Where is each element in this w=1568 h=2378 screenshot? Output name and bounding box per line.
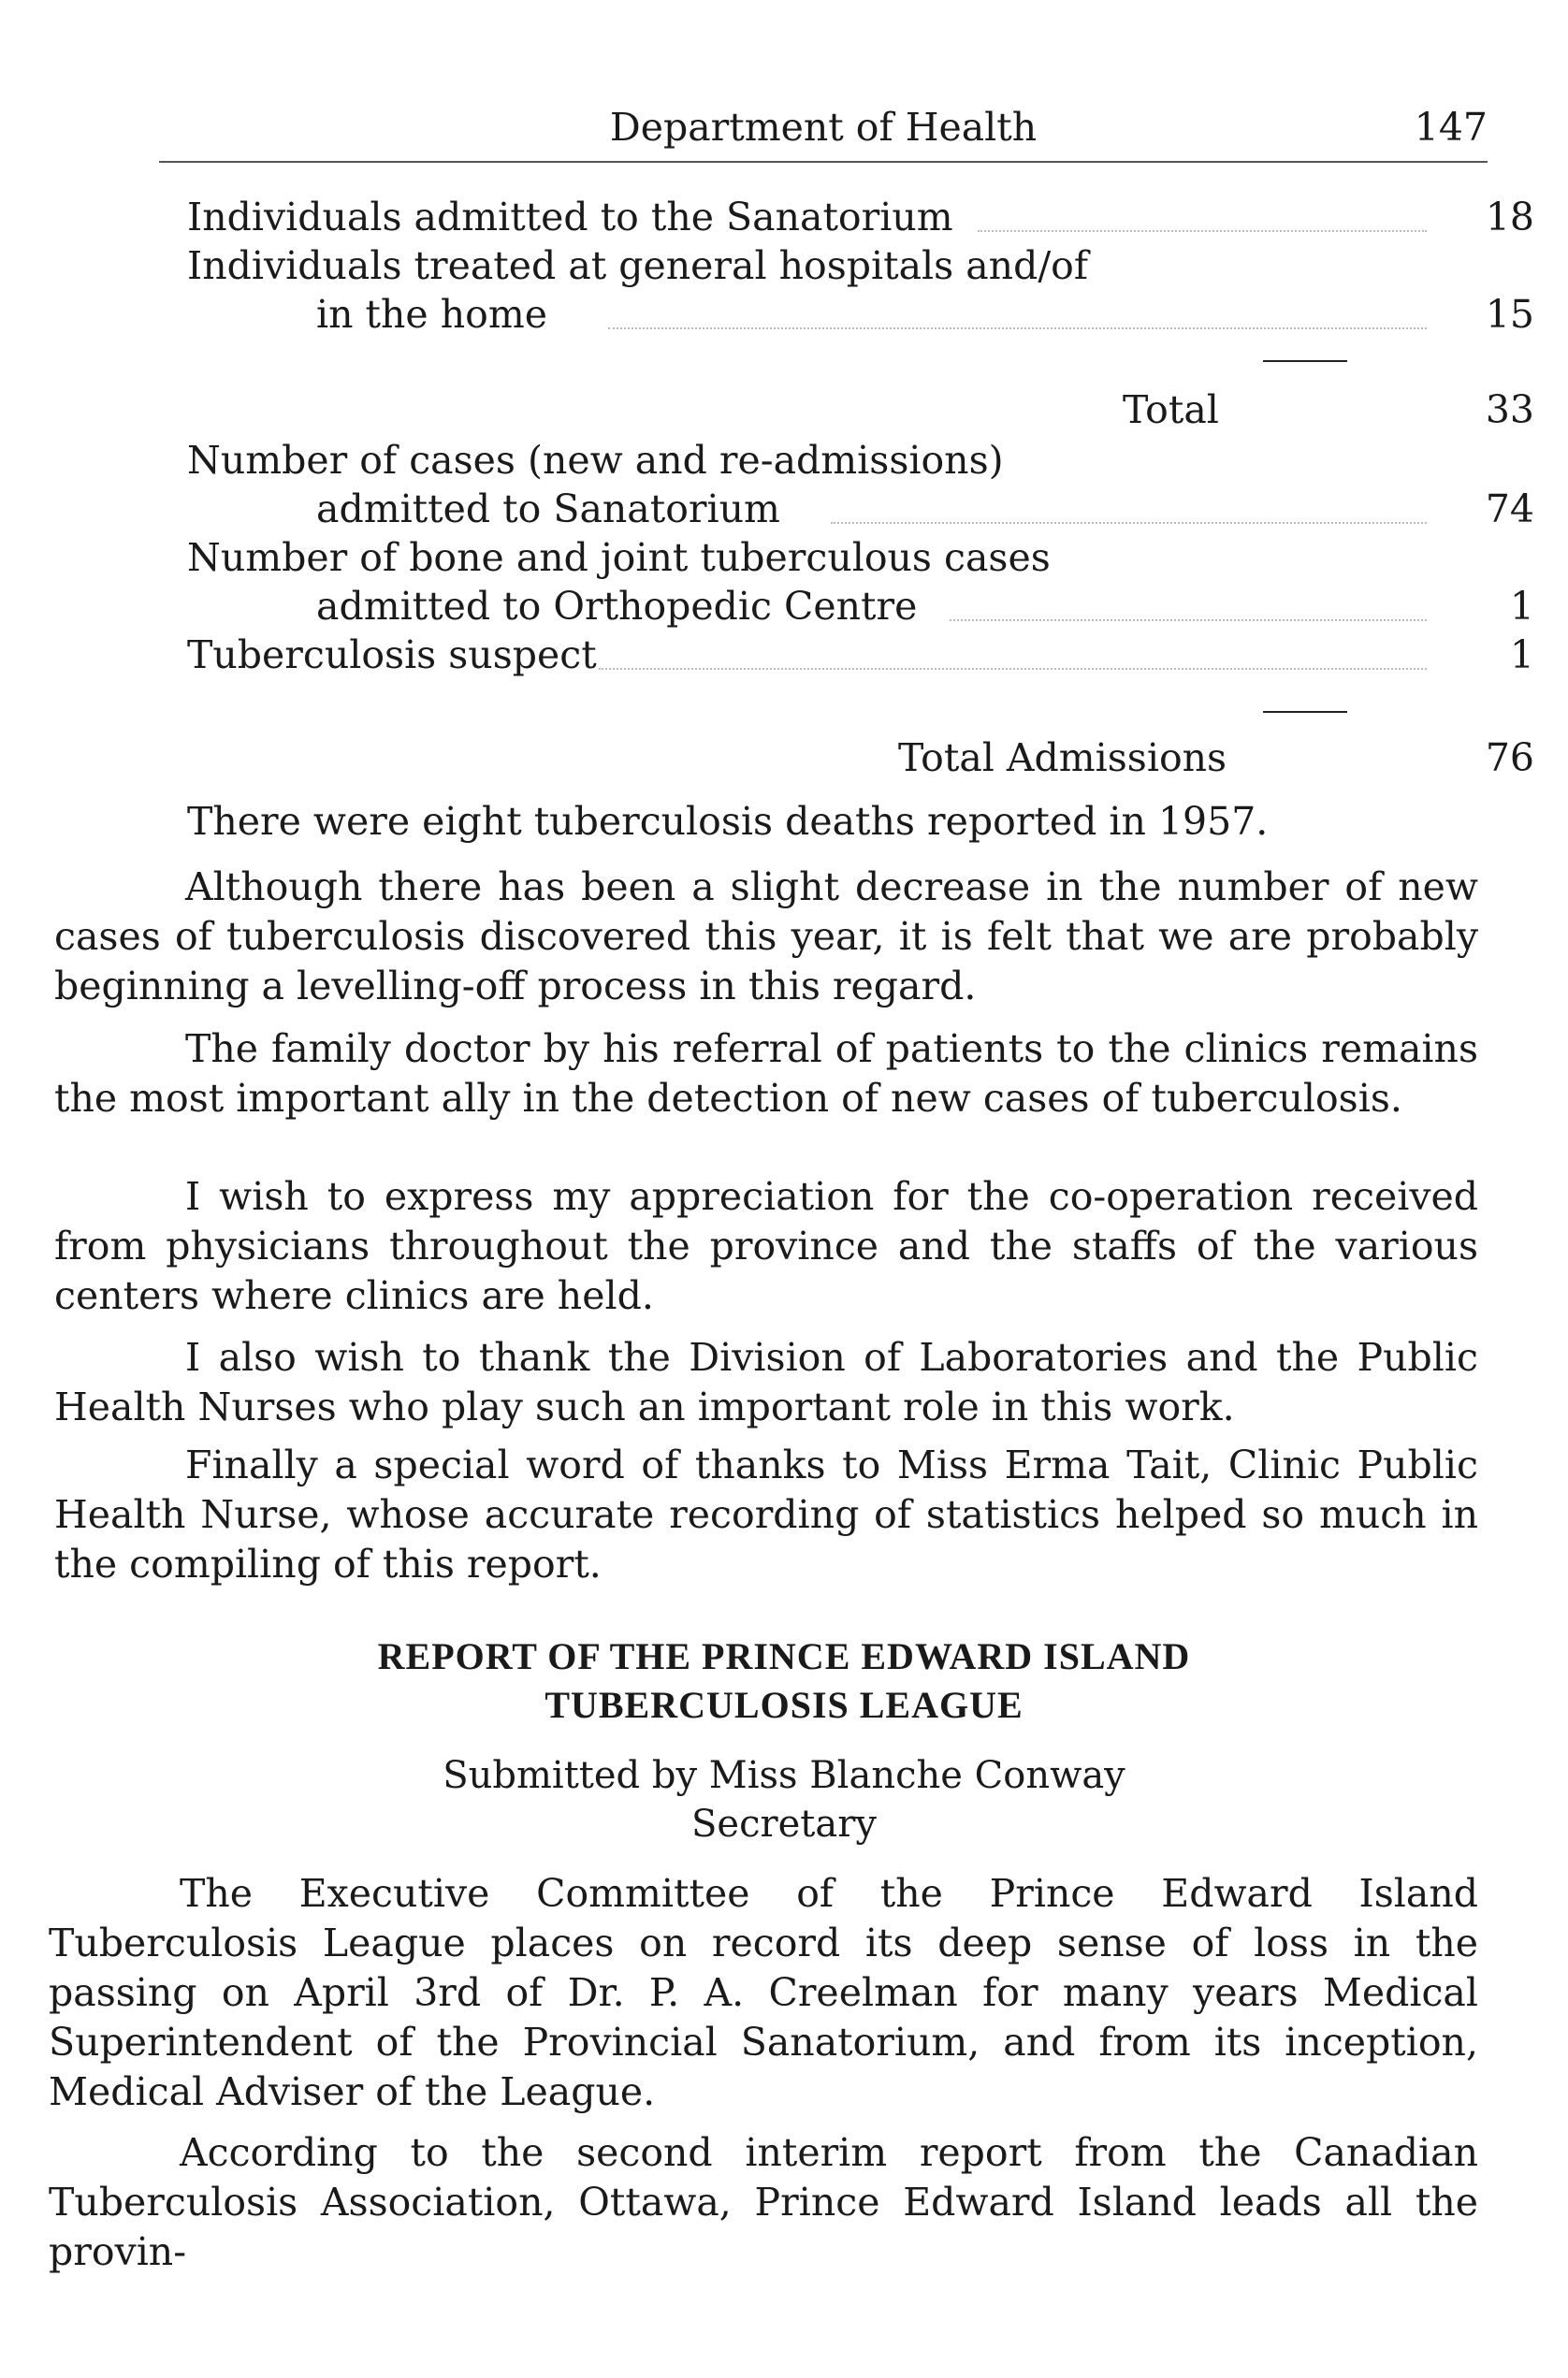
leader-dots [608,327,1427,329]
total-admissions-value: 76 [1485,735,1534,780]
submitter-role: Secretary [691,1803,877,1846]
deaths-text: There were eight tuberculosis deaths reported in 1957. [187,799,1269,844]
leader-dots [978,230,1427,232]
body-paragraph [54,1441,1478,1589]
body-paragraph [54,1172,1478,1321]
paragraph-text: I also wish to thank the Division of Laboratories and the Public Health Nurses who play such an important role in this work. [54,1335,1478,1429]
paragraph-text: According to the second interim report from the Canadian Tuberculosis Association, Ottawa, Prince Edward Island leads all the provin- [49,2130,1478,2274]
page-number: 147 [1414,105,1488,150]
sum-rule [1263,360,1347,362]
paragraph-text: Finally a special word of thanks to Miss Erma Tait, Clinic Public Health Nurse, whose accurate recording of statistics helped so much in the compiling of this report. [54,1443,1478,1587]
report-heading-line-1: REPORT OF THE PRINCE EDWARD ISLAND [377,1635,1191,1677]
body-paragraph [54,863,1478,1011]
leader-dots [831,522,1427,524]
body-paragraph [54,1024,1478,1124]
stat-label: Tuberculosis suspect [187,632,597,677]
stat-label: Number of cases (new and re-admissions) [187,438,1004,483]
total-label: Total [1123,387,1219,432]
stat-label: admitted to Sanatorium [316,486,780,531]
paragraph-text: The Executive Committee of the Prince Edward Island Tuberculosis League places on record its deep sense of loss in the passing on April 3rd of Dr. P. A. Creelman for many years Medical Superintendent of the Provincial Sanatorium, and from its inception, Medical Adviser of the League. [49,1871,1478,2114]
paragraph-text: The family doctor by his referral of patients to the clinics remains the most important ally in the detection of new cases of tuberculosis. [54,1026,1478,1121]
stat-label: Individuals admitted to the Sanatorium [187,195,953,239]
stat-label: in the home [316,292,547,337]
leader-dots [599,668,1427,670]
report-heading-line-2: TUBERCULOSIS LEAGUE [544,1684,1024,1726]
total-admissions-label: Total Admissions [898,735,1227,780]
stat-value: 1 [1509,584,1534,629]
stat-value: 18 [1485,195,1534,239]
report-paragraph [49,2128,1478,2277]
leader-dots [950,619,1427,621]
stat-label: Individuals treated at general hospitals and/of [187,243,1088,288]
stat-value: 15 [1485,292,1534,337]
total-value: 33 [1485,387,1534,432]
stat-label: admitted to Orthopedic Centre [316,584,918,629]
paragraph-text: Although there has been a slight decrease in the number of new cases of tuberculosis discovered this year, it is felt that we are probably beginning a levelling-off process in this regard. [54,864,1478,1008]
sum-rule [1263,711,1347,713]
report-paragraph [49,1869,1478,2117]
running-header [159,105,1488,163]
stat-value: 1 [1509,632,1534,677]
submitted-by: Submitted by Miss Blanche Conway [443,1754,1125,1797]
stat-label: Number of bone and joint tuberculous cases [187,535,1051,580]
stat-value: 74 [1485,486,1534,531]
header-title: Department of Health [609,105,1038,150]
paragraph-text: I wish to express my appreciation for the co-operation received from physicians throughout the province and the staffs of the various centers where clinics are held. [54,1174,1478,1318]
body-paragraph [54,1333,1478,1432]
